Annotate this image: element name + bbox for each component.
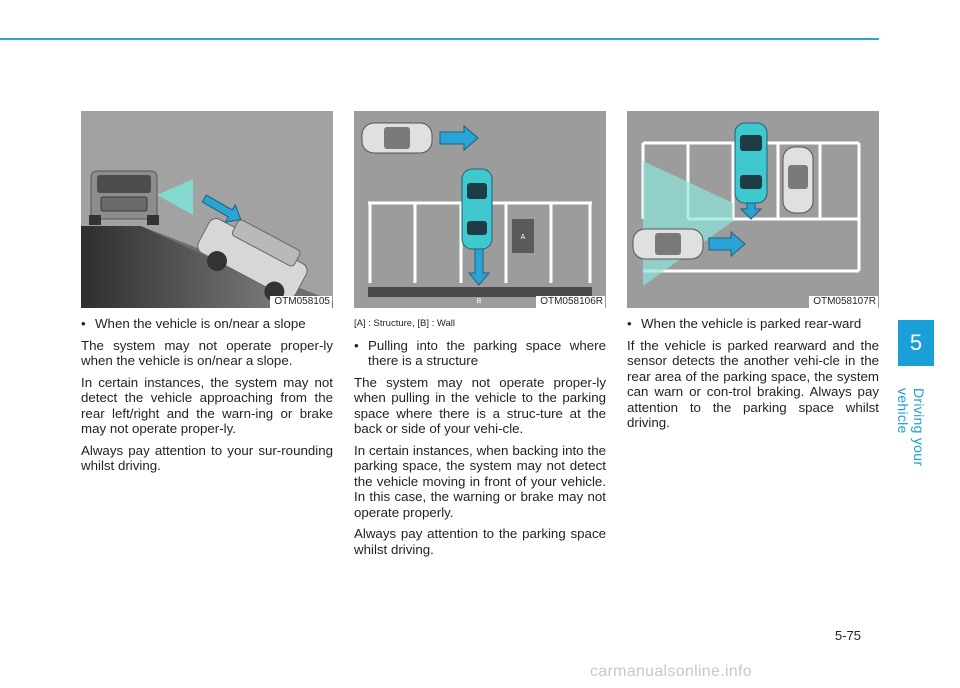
- bullet-item: • When the vehicle is parked rear-ward: [627, 316, 879, 332]
- paragraph: If the vehicle is parked rearward and the sensor detects the another vehi-cle in the rear area of the parking space, the system can warn or con-trol braking. Always pay attention to the parking space whilst driving.: [627, 337, 879, 430]
- rearward-illustration: [627, 111, 879, 308]
- bullet-item: • When the vehicle is on/near a slope: [81, 316, 333, 332]
- paragraph: In certain instances, the system may not detect the vehicle approaching from the rear left/right and the warn-ing or brake may not operate proper-ly.: [81, 374, 333, 436]
- bullet-item: • Pulling into the parking space where there is a structure: [354, 337, 606, 368]
- paragraph: Always pay attention to your sur-rounding whilst driving.: [81, 442, 333, 473]
- structure-illustration: [354, 111, 606, 308]
- label-b: B: [476, 298, 482, 305]
- bullet-text: When the vehicle is parked rear-ward: [641, 316, 862, 331]
- label-a: A: [520, 234, 526, 241]
- watermark: carmanualsonline.info: [590, 663, 752, 680]
- figure-slope: [81, 111, 333, 308]
- column-1: [81, 316, 333, 480]
- paragraph: Always pay attention to the parking space whilst driving.: [354, 526, 606, 557]
- slope-illustration: [81, 111, 333, 308]
- figure-code: OTM058107R: [809, 296, 878, 308]
- figure-rearward: [627, 111, 879, 308]
- bullet-text: When the vehicle is on/near a slope: [95, 316, 306, 331]
- column-3: [627, 316, 879, 437]
- figure-structure: [354, 111, 606, 308]
- figure-code: OTM058106R: [536, 296, 605, 308]
- page-number: 5-75: [835, 628, 862, 643]
- bullet-text: Pulling into the parking space where there is a structure: [368, 337, 606, 368]
- header-rule: [0, 38, 879, 40]
- figure-caption: [A] : Structure, [B] : Wall: [354, 318, 456, 329]
- chapter-title: Driving your vehicle: [895, 388, 927, 467]
- column-2: [354, 316, 606, 563]
- figure-code: OTM058105: [270, 296, 332, 308]
- paragraph: In certain instances, when backing into the parking space, the system may not detect the vehicle moving in front of your vehicle. In this case, the warning or brake may not operate properly.: [354, 442, 606, 520]
- chapter-number-tab: 5: [898, 320, 934, 366]
- paragraph: The system may not operate proper-ly when the vehicle is on/near a slope.: [81, 337, 333, 368]
- paragraph: The system may not operate proper-ly when pulling in the vehicle to the parking space where there is a struc-ture at the back or side of your vehi-cle.: [354, 374, 606, 436]
